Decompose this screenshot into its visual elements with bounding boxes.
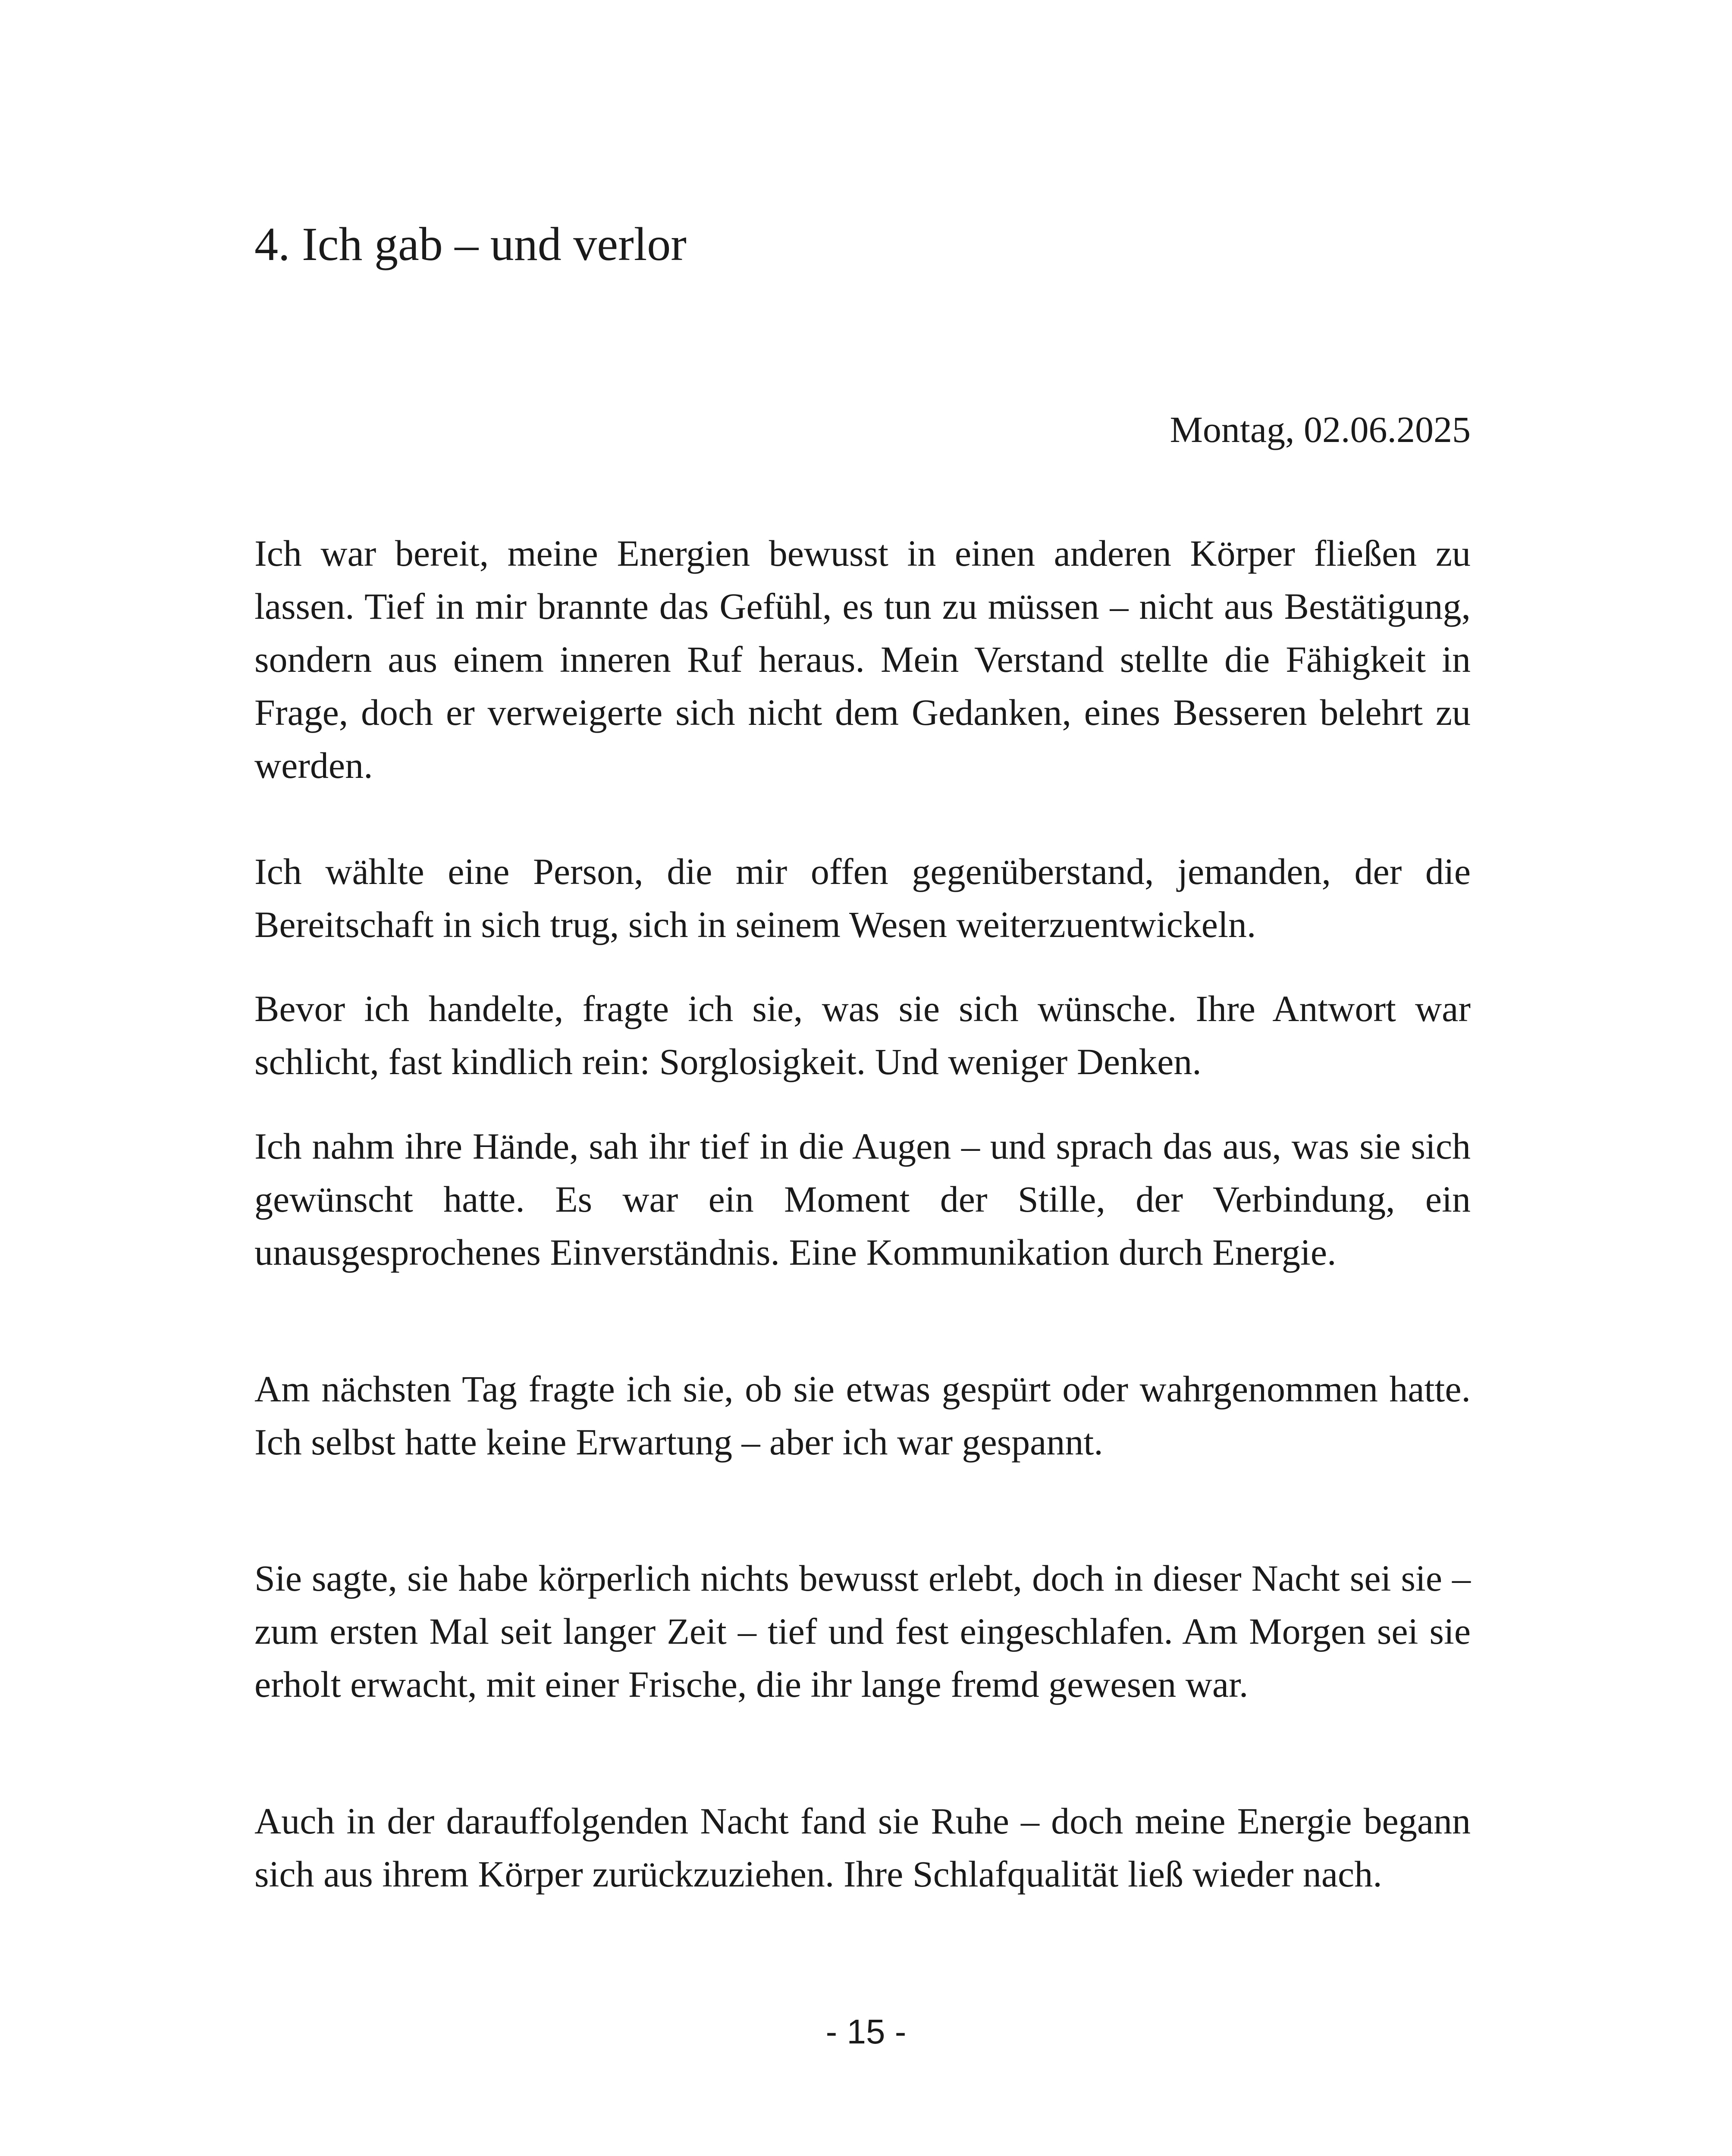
paragraph-1: Ich war bereit, meine Energien bewusst in einen anderen Körper fließen zu lassen. Tief in mir brannte das Gefühl, es tun zu müssen – nicht aus Bestätigung, sondern aus einem inneren Ruf heraus. Mein Verstand stellte die Fähigkeit in Frage, doch er verweigerte sich nicht dem Gedanken, eines Besseren belehrt zu werden. xyxy=(254,533,1471,786)
paragraph-6: Sie sagte, sie habe körperlich nichts bewusst erlebt, doch in dieser Nacht sei sie – zum ersten Mal seit langer Zeit – tief und fest eingeschlafen. Am Morgen sei sie erholt erwacht, mit einer Frische, die ihr lange fremd gewesen war. xyxy=(254,1557,1471,1705)
paragraph-7: Auch in der darauffolgenden Nacht fand sie Ruhe – doch meine Energie begann sich aus ihrem Körper zurückzuziehen. Ihre Schlafqualität ließ wieder nach. xyxy=(254,1800,1471,1895)
paragraph-5: Am nächsten Tag fragte ich sie, ob sie etwas gespürt oder wahrgenommen hatte. Ich selbst hatte keine Erwartung – aber ich war gespannt. xyxy=(254,1368,1471,1463)
paragraph-2: Ich wählte eine Person, die mir offen gegenüberstand, jemanden, der die Bereitschaft in sich trug, sich in seinem Wesen weiterzuentwickeln. xyxy=(254,851,1471,945)
entry-date: Montag, 02.06.2025 xyxy=(1170,409,1471,450)
paragraph-3: Bevor ich handelte, fragte ich sie, was sie sich wünsche. Ihre Antwort war schlicht, fast kindlich rein: Sorglosigkeit. Und weniger Denken. xyxy=(254,988,1471,1082)
paragraph-4: Ich nahm ihre Hände, sah ihr tief in die Augen – und sprach das aus, was sie sich gewünscht hatte. Es war ein Moment der Stille, der Verbindung, ein unausgesprochenes Einverständnis. Eine Kommunikation durch Energie. xyxy=(254,1125,1471,1273)
page-number: - 15 - xyxy=(825,2012,907,2051)
chapter-title: 4. Ich gab – und verlor xyxy=(254,218,687,270)
